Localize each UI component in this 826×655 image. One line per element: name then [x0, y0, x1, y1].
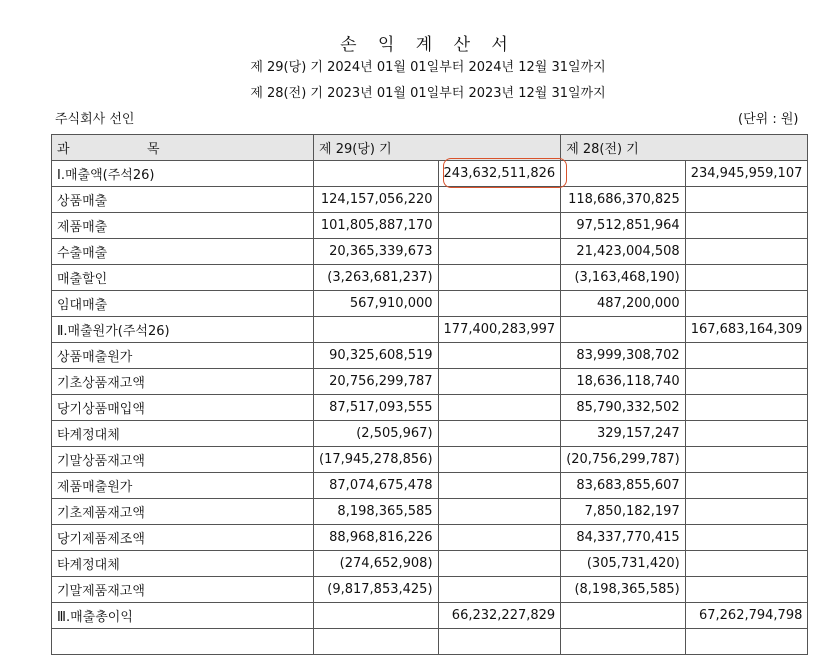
prior-total-amount — [685, 577, 808, 603]
prior-detail-amount: 83,683,855,607 — [561, 473, 686, 499]
account-name: 매출할인 — [52, 265, 314, 291]
table-row — [52, 603, 808, 629]
prior-detail-amount — [561, 629, 686, 655]
prior-detail-amount: 118,686,370,825 — [561, 187, 686, 213]
table-row — [52, 317, 808, 343]
header-account — [52, 135, 314, 161]
statement-rows — [52, 161, 808, 655]
table-row — [52, 239, 808, 265]
current-total-amount — [438, 525, 561, 551]
current-detail-amount: 8,198,365,585 — [314, 499, 439, 525]
current-total-amount — [438, 551, 561, 577]
prior-detail-amount: 7,850,182,197 — [561, 499, 686, 525]
current-total-amount — [438, 473, 561, 499]
prior-total-amount: 234,945,959,107 — [685, 161, 808, 187]
account-name: 임대매출 — [52, 291, 314, 317]
table-row — [52, 577, 808, 603]
table-row — [52, 551, 808, 577]
prior-total-amount: 167,683,164,309 — [685, 317, 808, 343]
prior-total-amount — [685, 291, 808, 317]
prior-detail-amount: (3,163,468,190) — [561, 265, 686, 291]
table-row — [52, 343, 808, 369]
account-name: 상품매출원가 — [52, 343, 314, 369]
header-account-a: 과 — [57, 142, 70, 157]
prior-total-amount — [685, 551, 808, 577]
current-detail-amount: (2,505,967) — [314, 421, 439, 447]
prior-total-amount — [685, 239, 808, 265]
prior-detail-amount: 85,790,332,502 — [561, 395, 686, 421]
table-row — [52, 421, 808, 447]
current-total-amount — [438, 629, 561, 655]
header-prior-period: 제 28(전) 기 — [561, 135, 808, 161]
prior-total-amount — [685, 395, 808, 421]
account-name: 기말제품재고액 — [52, 577, 314, 603]
header-row — [52, 135, 808, 161]
table-row — [52, 187, 808, 213]
current-total-amount — [438, 577, 561, 603]
current-total-amount: 243,632,511,826 — [438, 161, 561, 187]
current-detail-amount: 88,968,816,226 — [314, 525, 439, 551]
current-total-amount — [438, 239, 561, 265]
current-total-amount: 177,400,283,997 — [438, 317, 561, 343]
prior-total-amount — [685, 499, 808, 525]
account-name — [52, 629, 314, 655]
table-row — [52, 291, 808, 317]
current-detail-amount: (9,817,853,425) — [314, 577, 439, 603]
prior-total-amount — [685, 343, 808, 369]
prior-detail-amount: 18,636,118,740 — [561, 369, 686, 395]
table-row — [52, 473, 808, 499]
current-detail-amount — [314, 603, 439, 629]
prior-detail-amount: 487,200,000 — [561, 291, 686, 317]
account-name: Ⅱ.매출원가(주석26) — [52, 317, 314, 343]
current-total-amount — [438, 291, 561, 317]
prior-total-amount — [685, 525, 808, 551]
account-name: 타계정대체 — [52, 551, 314, 577]
current-detail-amount: 101,805,887,170 — [314, 213, 439, 239]
account-name: 제품매출원가 — [52, 473, 314, 499]
prior-total-amount: 67,262,794,798 — [685, 603, 808, 629]
prior-total-amount — [685, 473, 808, 499]
account-name: 당기상품매입액 — [52, 395, 314, 421]
current-detail-amount: (17,945,278,856) — [314, 447, 439, 473]
account-name: 기초제품재고액 — [52, 499, 314, 525]
prior-detail-amount: 21,423,004,508 — [561, 239, 686, 265]
prior-total-amount — [685, 213, 808, 239]
account-name: 기초상품재고액 — [52, 369, 314, 395]
prior-detail-amount: 83,999,308,702 — [561, 343, 686, 369]
current-detail-amount: 87,517,093,555 — [314, 395, 439, 421]
current-detail-amount — [314, 629, 439, 655]
account-name: 기말상품재고액 — [52, 447, 314, 473]
table-row — [52, 447, 808, 473]
current-detail-amount: 567,910,000 — [314, 291, 439, 317]
unit-label: (단위 : 원) — [738, 112, 799, 127]
current-total-amount — [438, 265, 561, 291]
account-name: Ⅰ.매출액(주석26) — [52, 161, 314, 187]
account-name: Ⅲ.매출총이익 — [52, 603, 314, 629]
period-current: 제 29(당) 기 2024년 01월 01일부터 2024년 12월 31일까지 — [250, 60, 606, 75]
current-detail-amount: 87,074,675,478 — [314, 473, 439, 499]
prior-total-amount — [685, 369, 808, 395]
current-detail-amount: (3,263,681,237) — [314, 265, 439, 291]
account-name: 수출매출 — [52, 239, 314, 265]
prior-detail-amount: (20,756,299,787) — [561, 447, 686, 473]
account-name: 당기제품제조액 — [52, 525, 314, 551]
table-row — [52, 265, 808, 291]
prior-total-amount — [685, 265, 808, 291]
prior-detail-amount — [561, 317, 686, 343]
current-detail-amount: 90,325,608,519 — [314, 343, 439, 369]
table-row — [52, 395, 808, 421]
current-total-amount — [438, 421, 561, 447]
table-row — [52, 369, 808, 395]
current-total-amount — [438, 343, 561, 369]
prior-total-amount — [685, 187, 808, 213]
current-detail-amount: 124,157,056,220 — [314, 187, 439, 213]
prior-detail-amount: (8,198,365,585) — [561, 577, 686, 603]
prior-detail-amount: 329,157,247 — [561, 421, 686, 447]
period-prior: 제 28(전) 기 2023년 01월 01일부터 2023년 12월 31일까지 — [250, 86, 606, 101]
current-total-amount — [438, 213, 561, 239]
prior-total-amount — [685, 421, 808, 447]
current-detail-amount: (274,652,908) — [314, 551, 439, 577]
account-name: 상품매출 — [52, 187, 314, 213]
current-total-amount: 66,232,227,829 — [438, 603, 561, 629]
prior-detail-amount: (305,731,420) — [561, 551, 686, 577]
prior-detail-amount: 84,337,770,415 — [561, 525, 686, 551]
account-name: 제품매출 — [52, 213, 314, 239]
header-current-period: 제 29(당) 기 — [314, 135, 561, 161]
current-detail-amount — [314, 161, 439, 187]
current-total-amount — [438, 369, 561, 395]
table-row — [52, 499, 808, 525]
table-row — [52, 213, 808, 239]
prior-detail-amount — [561, 161, 686, 187]
current-total-amount — [438, 447, 561, 473]
current-detail-amount: 20,756,299,787 — [314, 369, 439, 395]
income-statement-table — [51, 134, 808, 655]
table-row — [52, 629, 808, 655]
prior-total-amount — [685, 629, 808, 655]
current-total-amount — [438, 395, 561, 421]
header-account-b: 목 — [147, 142, 160, 157]
prior-detail-amount: 97,512,851,964 — [561, 213, 686, 239]
table-row — [52, 525, 808, 551]
table-row — [52, 161, 808, 187]
company-name: 주식회사 선인 — [55, 112, 135, 127]
statement-title: 손 익 계 산 서 — [340, 35, 516, 55]
current-total-amount — [438, 187, 561, 213]
prior-total-amount — [685, 447, 808, 473]
current-detail-amount: 20,365,339,673 — [314, 239, 439, 265]
prior-detail-amount — [561, 603, 686, 629]
account-name: 타계정대체 — [52, 421, 314, 447]
current-detail-amount — [314, 317, 439, 343]
current-total-amount — [438, 499, 561, 525]
